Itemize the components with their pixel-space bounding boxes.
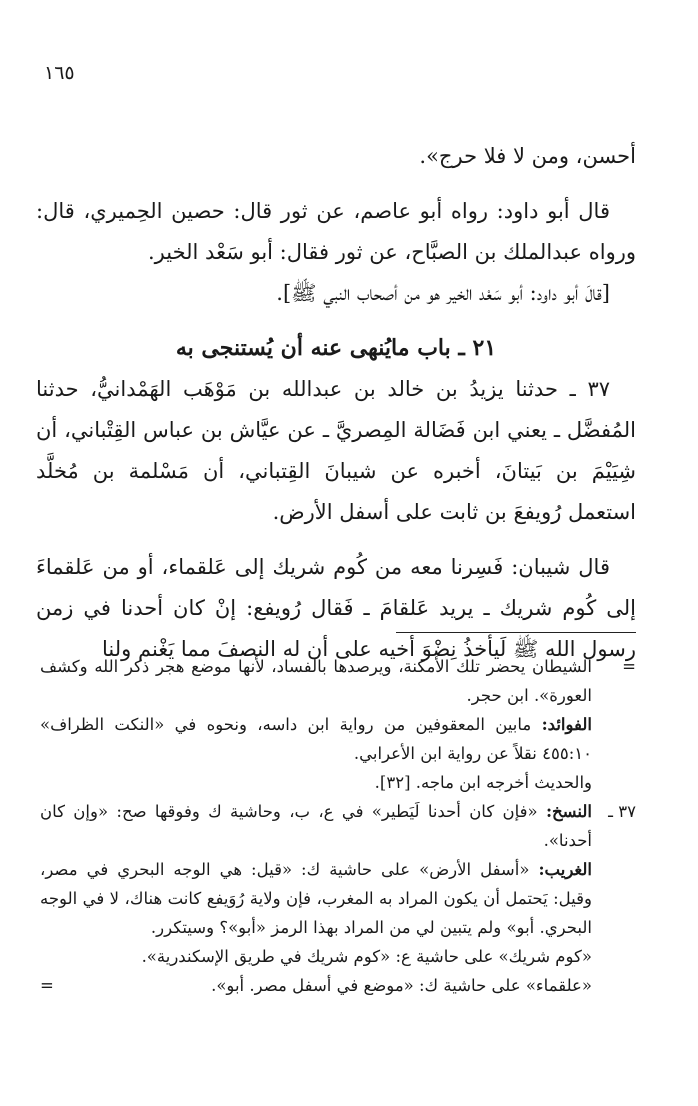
continuation-marker: =	[622, 657, 636, 676]
footnote-item	[40, 942, 636, 971]
footnote-body: «فإن كان أحدنا لَيَطير» في ع، ب، وحاشية ك وفوقها صح: «وإن كان أحدنا».	[40, 802, 592, 850]
footnote-body: «أسفل الأرض» على حاشية ك: «قيل: هي الوجه البحري في مصر، وقيل: يَحتمل أن يكون المراد به المغرب، فإن ولاية رُوَيفع كانت هناك، لا في الوجه البحري. أبو» ولم يتبين لي من المراد بهذا الرمز «أبو»؟ وسيتكرر.	[40, 860, 592, 937]
text-paragraph: [قالَ أبو داود: أبو سَعْد الخير هو من أصحاب النبي ﷺ].	[276, 281, 610, 305]
footnote-item	[40, 768, 636, 797]
main-text	[36, 136, 636, 670]
footnote-text: الشيطان يحضر تلك الأمكنة، ويرصدها بالفساد، لأنها موضع هجر ذكر الله وكشف العورة». ابن حجر.	[40, 657, 592, 705]
footnote-text	[40, 797, 592, 855]
footnote-number: ٣٧ ـ	[608, 802, 636, 821]
text-paragraph: قال أبو داود: رواه أبو عاصم، عن ثور قال: حصين الحِميري، قال: ورواه عبدالملك بن الصبَّاح، عن ثور فقال: أبو سَعْد الخير.	[36, 199, 636, 264]
footnote-item	[40, 652, 636, 710]
footnote-label: النسخ:	[545, 802, 592, 821]
footnote-text: «علقماء» على حاشية ك: «موضع في أسفل مصر. أبو».	[211, 976, 592, 995]
footnote-label: الفوائد:	[541, 715, 592, 734]
footnote-item	[40, 855, 636, 942]
text-paragraph: قال شيبان: فَسِرنا معه من كُوم شريك إلى عَلقماء، أو من عَلقماءَ إلى كُوم شريك ـ يريد عَلقامَ ـ فَقال رُويفع: إنْ كان أحدنا في زمن رسول الله ﷺ لَيأخذُ نِضْوَ أخيه على أن له النصفَ مما يَغْنم ولنا	[36, 555, 636, 661]
footnote-item	[40, 971, 636, 1000]
chapter-title: ٢١ ـ باب مايُنهى عنه أن يُستنجى به	[175, 335, 497, 361]
footnote-divider	[396, 632, 636, 633]
text-paragraph: أحسن، ومن لا فلا حرج».	[419, 144, 636, 168]
footnote-item	[40, 710, 636, 768]
page-number: ١٦٥	[44, 62, 75, 84]
footnote-text	[40, 710, 592, 768]
footnote-text: والحديث أخرجه ابن ماجه. [٣٢].	[374, 773, 592, 792]
footnote-text: «كوم شريك» على حاشية ع: «كوم شريك في طريق الإسكندرية».	[141, 947, 592, 966]
continuation-end-marker: =	[40, 976, 54, 995]
footnotes	[40, 652, 636, 1000]
footnote-body: مابين المعقوفين من رواية ابن داسه، ونحوه في «النكت الظراف» ٤٥٥:١٠ نقلاً عن رواية ابن الأعرابي.	[40, 715, 592, 763]
footnote-text	[40, 855, 592, 942]
footnote-item	[40, 797, 636, 855]
footnote-label: الغريب:	[538, 860, 592, 879]
hadith-paragraph: ٣٧ ـ حدثنا يزيدُ بن خالد بن عبدالله بن مَوْهَب الهَمْدانيُّ، حدثنا المُفضَّل ـ يعني ابن فَضَالة المِصريَّ ـ عن عيَّاش بن عباس القِتْباني، أن شِيَيْمَ بن بَيتانَ، أخبره عن شيبانَ القِتباني، أن مَسْلمة بن مُخلَّد استعمل رُويفعَ بن ثابت على أسفل الأرض.	[36, 377, 636, 524]
